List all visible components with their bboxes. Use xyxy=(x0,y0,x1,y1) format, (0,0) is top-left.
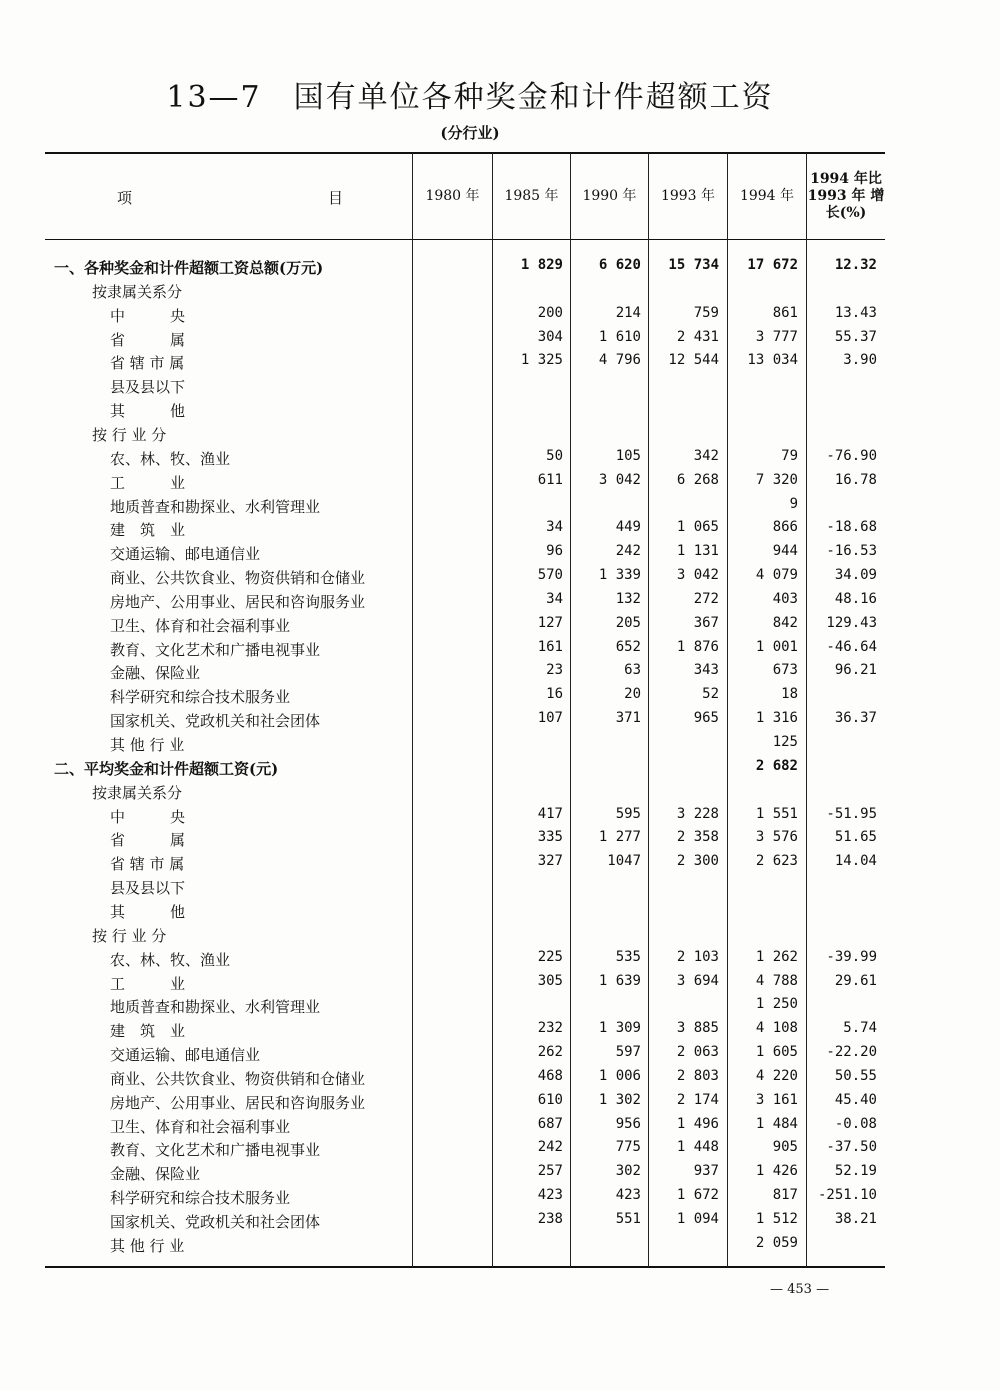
table-cell: 3 042 xyxy=(676,567,719,584)
table-cell: 775 xyxy=(615,1139,641,1156)
header-rule xyxy=(45,239,885,240)
header-item-right: 目 xyxy=(328,189,344,207)
row-label: 省 辖 市 属 xyxy=(110,354,185,373)
row-label: 国家机关、党政机关和社会团体 xyxy=(110,712,321,731)
table-cell: 96 xyxy=(546,543,563,560)
table-cell: 127 xyxy=(537,614,563,631)
table-row xyxy=(45,494,885,517)
table-cell: -22.20 xyxy=(826,1044,877,1061)
table-row xyxy=(45,1137,885,1160)
table-cell: 4 108 xyxy=(755,1020,798,1037)
row-label: 教育、文化艺术和广播电视事业 xyxy=(110,1141,321,1160)
table-cell: -0.08 xyxy=(834,1115,877,1132)
row-label: 教育、文化艺术和广播电视事业 xyxy=(110,640,321,659)
row-label: 房地产、公用事业、居民和咨询服务业 xyxy=(110,1093,366,1112)
table-cell: 225 xyxy=(537,948,563,965)
table-cell: 2 431 xyxy=(676,328,719,345)
row-label: 卫生、体育和社会福利事业 xyxy=(110,616,291,635)
table-row xyxy=(45,565,885,588)
column-header-1990: 1990 年 xyxy=(582,187,637,204)
table-cell: 597 xyxy=(615,1044,641,1061)
table-cell: 1 262 xyxy=(755,948,798,965)
row-label: 交通运输、邮电通信业 xyxy=(110,1046,261,1065)
table-cell: 3 161 xyxy=(755,1091,798,1108)
table-cell: 1 551 xyxy=(755,805,798,822)
table-cell: 1 639 xyxy=(598,972,641,989)
row-label: 中 央 xyxy=(110,807,186,826)
table-cell: 759 xyxy=(693,304,719,321)
table-cell: 1 610 xyxy=(598,328,641,345)
table-cell: 52.19 xyxy=(834,1163,877,1180)
table-cell: 842 xyxy=(772,614,798,631)
row-label: 其 他 行 业 xyxy=(110,736,185,754)
table-cell: 3 042 xyxy=(598,471,641,488)
table-row xyxy=(45,851,885,874)
table-cell: 861 xyxy=(772,304,798,321)
table-cell: 52 xyxy=(702,686,719,703)
table-row xyxy=(45,660,885,683)
table-cell: 1 339 xyxy=(598,567,641,584)
table-cell: 944 xyxy=(772,543,798,560)
column-header-growth: 1994 年比 1993 年 增长(%) xyxy=(807,170,885,221)
table-cell: 13 034 xyxy=(747,352,798,369)
page-title xyxy=(0,72,940,116)
table-cell: 55.37 xyxy=(834,328,877,345)
table-cell: 1 065 xyxy=(676,519,719,536)
row-label: 地质普查和勘探业、水利管理业 xyxy=(110,998,321,1017)
table-cell: 242 xyxy=(615,543,641,560)
table-cell: 34.09 xyxy=(834,567,877,584)
row-label: 一、各种奖金和计件超额工资总额(万元) xyxy=(54,259,324,277)
table-cell: 242 xyxy=(537,1139,563,1156)
table-row xyxy=(45,708,885,731)
table-cell: 4 079 xyxy=(755,567,798,584)
table-row xyxy=(45,613,885,636)
table-cell: 610 xyxy=(537,1091,563,1108)
table-cell: 371 xyxy=(615,710,641,727)
table-cell: 449 xyxy=(615,519,641,536)
table-row xyxy=(45,637,885,660)
table-row xyxy=(45,589,885,612)
row-label: 商业、公共饮食业、物资供销和仓储业 xyxy=(110,569,366,588)
table-cell: 956 xyxy=(615,1115,641,1132)
table-cell: 1 829 xyxy=(520,257,563,273)
table-row xyxy=(45,1018,885,1041)
row-label: 建 筑 业 xyxy=(110,1022,186,1041)
table-cell: 1 325 xyxy=(520,352,563,369)
row-label: 地质普查和勘探业、水利管理业 xyxy=(110,497,321,516)
table-cell: 423 xyxy=(615,1187,641,1204)
table-cell: 18 xyxy=(781,686,798,703)
row-label: 农、林、牧、渔业 xyxy=(110,950,231,969)
row-label: 按 行 业 分 xyxy=(92,926,167,945)
table-cell: 23 xyxy=(546,662,563,679)
table-cell: 200 xyxy=(537,304,563,321)
column-header-1985: 1985 年 xyxy=(504,187,559,204)
bottom-rule xyxy=(45,1266,885,1268)
table-cell: 257 xyxy=(537,1163,563,1180)
table-row xyxy=(45,517,885,540)
table-row xyxy=(45,804,885,827)
row-label: 按 行 业 分 xyxy=(92,425,167,444)
table-cell: 1 006 xyxy=(598,1067,641,1084)
table-cell: 1 672 xyxy=(676,1187,719,1204)
table-cell: 13.43 xyxy=(834,304,877,321)
table-cell: 468 xyxy=(537,1067,563,1084)
row-label: 省 辖 市 属 xyxy=(110,855,185,874)
table-cell: 342 xyxy=(693,447,719,464)
table-cell: 79 xyxy=(781,447,798,464)
column-header-1994: 1994 年 xyxy=(739,187,795,204)
table-cell: 1 876 xyxy=(676,638,719,655)
table-cell: 1 309 xyxy=(598,1020,641,1037)
table-cell: -37.50 xyxy=(826,1139,877,1156)
table-cell: 570 xyxy=(537,567,563,584)
table-row xyxy=(45,1185,885,1208)
table-cell: 1 001 xyxy=(755,638,798,655)
table-cell: 1 250 xyxy=(755,996,798,1013)
row-label: 建 筑 业 xyxy=(110,521,186,540)
table-cell: -51.95 xyxy=(826,805,877,822)
table-cell: 36.37 xyxy=(834,710,877,727)
row-label: 金融、保险业 xyxy=(110,1165,201,1184)
page-number: — 453 — xyxy=(770,1282,830,1297)
table-title: 国有单位各种奖金和计件超额工资 xyxy=(293,80,774,115)
table-row xyxy=(45,827,885,850)
table-cell: 7 320 xyxy=(755,471,798,488)
table-row xyxy=(45,350,885,373)
table-cell: 1 448 xyxy=(676,1139,719,1156)
table-row xyxy=(45,422,885,445)
table-row xyxy=(45,327,885,350)
table-cell: 2 623 xyxy=(755,853,798,870)
table-row xyxy=(45,1114,885,1137)
table-cell: 3 576 xyxy=(755,829,798,846)
row-label: 其 他 xyxy=(110,402,186,421)
table-cell: 423 xyxy=(537,1187,563,1204)
row-label: 县及县以下 xyxy=(110,378,186,397)
table-cell: 302 xyxy=(615,1163,641,1180)
table-row xyxy=(45,374,885,397)
row-label: 卫生、体育和社会福利事业 xyxy=(110,1117,291,1136)
table-cell: 611 xyxy=(537,471,563,488)
table-cell: 652 xyxy=(615,638,641,655)
row-label: 省 属 xyxy=(110,330,186,349)
table-cell: 866 xyxy=(772,519,798,536)
table-cell: 14.04 xyxy=(834,853,877,870)
table-cell: 343 xyxy=(693,662,719,679)
table-cell: 129.43 xyxy=(826,614,877,631)
row-label: 按隶属关系分 xyxy=(92,783,183,802)
table-row xyxy=(45,1042,885,1065)
table-cell: 403 xyxy=(772,590,798,607)
row-label: 其 他 行 业 xyxy=(110,1236,185,1255)
table-cell: 3 228 xyxy=(676,805,719,822)
table-cell: 34 xyxy=(546,590,563,607)
table-cell: -18.68 xyxy=(826,519,877,536)
table-cell: 905 xyxy=(772,1139,798,1156)
table-cell: 417 xyxy=(537,805,563,822)
table-cell: 1 277 xyxy=(598,829,641,846)
table-cell: 1 302 xyxy=(598,1091,641,1108)
table-cell: 4 796 xyxy=(598,352,641,369)
table-cell: 9 xyxy=(789,495,798,512)
page-subtitle: (分行业) xyxy=(440,124,500,142)
table-cell: 937 xyxy=(693,1163,719,1180)
row-label: 中 央 xyxy=(110,306,186,325)
table-cell: 3.90 xyxy=(843,352,877,369)
table-cell: 551 xyxy=(615,1211,641,1227)
table-cell: 105 xyxy=(615,447,641,464)
table-cell: 327 xyxy=(537,853,563,870)
table-row xyxy=(45,279,885,302)
table-row xyxy=(45,947,885,970)
table-cell: 2 682 xyxy=(755,757,798,774)
table-cell: 214 xyxy=(615,304,641,321)
table-cell: 687 xyxy=(537,1115,563,1132)
table-cell: -76.90 xyxy=(826,447,877,464)
table-cell: -16.53 xyxy=(826,543,877,560)
table-cell: 3 885 xyxy=(676,1020,719,1037)
table-row xyxy=(45,756,885,779)
table-cell: 45.40 xyxy=(834,1091,877,1108)
table-cell: 38.21 xyxy=(834,1211,877,1227)
table-cell: 3 694 xyxy=(676,972,719,989)
table-cell: 50.55 xyxy=(834,1067,877,1084)
table-cell: 5.74 xyxy=(843,1020,877,1037)
table-cell: 2 803 xyxy=(676,1067,719,1084)
table-cell: 367 xyxy=(693,614,719,631)
table-cell: 1 316 xyxy=(755,710,798,727)
table-cell: 1 426 xyxy=(755,1163,798,1180)
header-item-left: 项 xyxy=(117,189,133,207)
table-cell: 2 300 xyxy=(676,853,719,870)
row-label: 按隶属关系分 xyxy=(92,282,183,301)
table-row xyxy=(45,923,885,946)
table-cell: 48.16 xyxy=(834,590,877,607)
row-label: 其 他 xyxy=(110,902,186,921)
table-cell: -46.64 xyxy=(826,638,877,655)
row-label: 房地产、公用事业、居民和咨询服务业 xyxy=(110,592,366,611)
table-cell: 535 xyxy=(615,948,641,965)
table-cell: 595 xyxy=(615,805,641,822)
row-label: 农、林、牧、渔业 xyxy=(110,449,231,468)
row-label: 工 业 xyxy=(110,974,186,993)
table-cell: 673 xyxy=(772,662,798,679)
table-cell: 161 xyxy=(537,638,563,655)
table-cell: 12.32 xyxy=(834,257,877,273)
row-label: 交通运输、邮电通信业 xyxy=(110,545,261,564)
row-label: 科学研究和综合技术服务业 xyxy=(110,1189,291,1208)
table-cell: 2 358 xyxy=(676,829,719,846)
row-label: 省 属 xyxy=(110,831,186,850)
table-number: 13—7 xyxy=(166,80,262,115)
table-row xyxy=(45,303,885,326)
table-cell: 15 734 xyxy=(668,257,719,273)
table-cell: 205 xyxy=(615,614,641,631)
table-row xyxy=(45,1209,885,1232)
table-cell: 1 484 xyxy=(755,1115,798,1132)
table-row xyxy=(45,470,885,493)
row-label: 二、平均奖金和计件超额工资(元) xyxy=(54,759,279,778)
row-label: 工 业 xyxy=(110,473,186,492)
table-cell: 1 131 xyxy=(676,543,719,560)
table-cell: 125 xyxy=(772,734,798,750)
table-row xyxy=(45,255,885,278)
row-label: 国家机关、党政机关和社会团体 xyxy=(110,1213,321,1231)
table-cell: 50 xyxy=(546,447,563,464)
table-cell: 1 605 xyxy=(755,1044,798,1061)
table-cell: 2 103 xyxy=(676,948,719,965)
table-cell: 63 xyxy=(624,662,641,679)
table-row xyxy=(45,446,885,469)
table-cell: 335 xyxy=(537,829,563,846)
table-row xyxy=(45,1233,885,1256)
table-cell: 12 544 xyxy=(668,352,719,369)
table-cell: 304 xyxy=(537,328,563,345)
table-row xyxy=(45,1161,885,1184)
table-row xyxy=(45,398,885,421)
table-cell: 238 xyxy=(537,1211,563,1227)
table-cell: 4 788 xyxy=(755,972,798,989)
table-row xyxy=(45,780,885,803)
table-cell: 2 059 xyxy=(755,1234,798,1251)
table-cell: 132 xyxy=(615,590,641,607)
table-cell: 16.78 xyxy=(834,471,877,488)
table-cell: 1047 xyxy=(607,853,641,870)
table-row xyxy=(45,1066,885,1089)
table-row xyxy=(45,899,885,922)
table-cell: 232 xyxy=(537,1020,563,1037)
table-cell: 1 496 xyxy=(676,1115,719,1132)
table-cell: 262 xyxy=(537,1044,563,1061)
table-cell: 4 220 xyxy=(755,1067,798,1084)
column-header-1980: 1980 年 xyxy=(425,187,480,204)
table-cell: -251.10 xyxy=(817,1187,877,1204)
table-cell: -39.99 xyxy=(826,948,877,965)
table-cell: 272 xyxy=(693,590,719,607)
table-row xyxy=(45,732,885,755)
table-cell: 2 174 xyxy=(676,1091,719,1108)
table-cell: 1 512 xyxy=(755,1211,798,1227)
table-cell: 20 xyxy=(624,686,641,703)
table-row xyxy=(45,684,885,707)
row-label: 县及县以下 xyxy=(110,879,186,898)
table-cell: 965 xyxy=(693,710,719,727)
table-cell: 1 094 xyxy=(676,1211,719,1227)
table-cell: 51.65 xyxy=(834,829,877,846)
table-cell: 817 xyxy=(772,1187,798,1204)
table-row xyxy=(45,971,885,994)
table-cell: 16 xyxy=(546,686,563,703)
table-cell: 6 620 xyxy=(598,257,641,273)
table-cell: 34 xyxy=(546,519,563,536)
table-cell: 96.21 xyxy=(834,662,877,679)
table-cell: 29.61 xyxy=(834,972,877,989)
table-row xyxy=(45,541,885,564)
table-row xyxy=(45,1090,885,1113)
table-cell: 17 672 xyxy=(747,257,798,273)
table-cell: 2 063 xyxy=(676,1044,719,1061)
table-row xyxy=(45,994,885,1017)
row-label: 金融、保险业 xyxy=(110,664,201,683)
row-label: 科学研究和综合技术服务业 xyxy=(110,688,291,707)
table-cell: 305 xyxy=(537,972,563,989)
column-header-1993: 1993 年 xyxy=(660,187,716,204)
table-row xyxy=(45,875,885,898)
table-cell: 6 268 xyxy=(676,471,719,488)
table-cell: 107 xyxy=(537,710,563,727)
table-cell: 3 777 xyxy=(755,328,798,345)
row-label: 商业、公共饮食业、物资供销和仓储业 xyxy=(110,1069,366,1088)
